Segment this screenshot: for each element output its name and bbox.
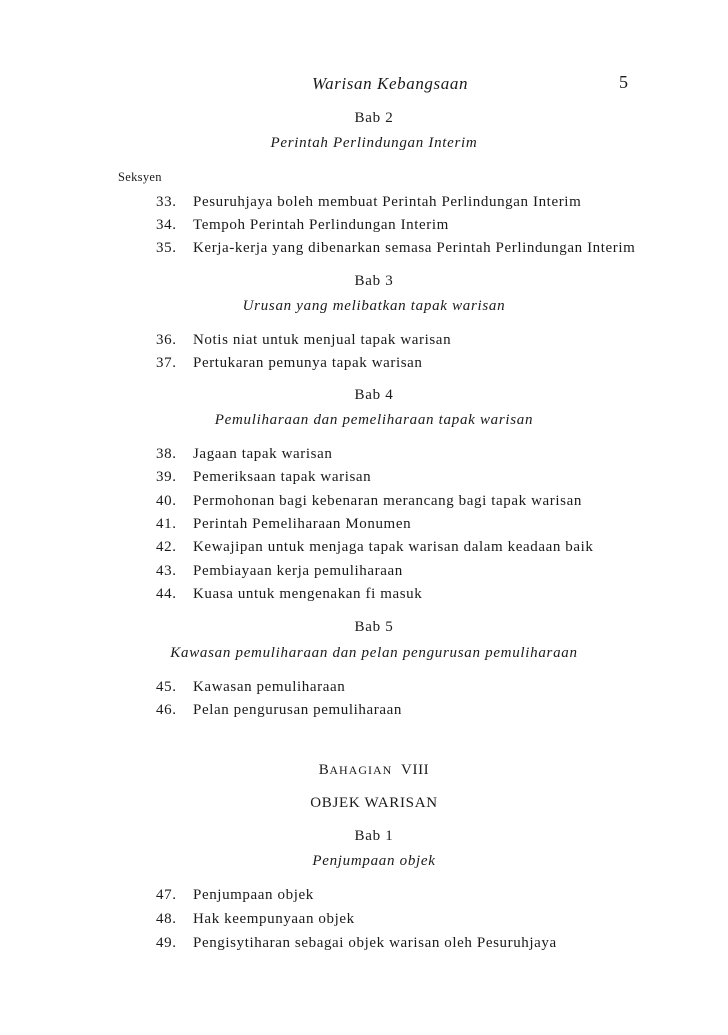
section-number: 44. — [156, 586, 177, 602]
section-title: Notis niat untuk menjual tapak warisan — [193, 332, 452, 348]
section-title: Kuasa untuk mengenakan fi masuk — [193, 586, 423, 602]
section-number: 40. — [156, 493, 177, 509]
section-number: 49. — [156, 935, 177, 951]
section-number: 45. — [156, 679, 177, 695]
bab-4-heading: Bab 4 — [354, 387, 394, 403]
section-number: 42. — [156, 539, 177, 555]
section-title: Pelan pengurusan pemuliharaan — [193, 702, 403, 718]
section-title: Pembiayaan kerja pemuliharaan — [193, 563, 403, 579]
section-number: 38. — [156, 446, 177, 462]
section-title: Permohonan bagi kebenaran merancang bagi tapak warisan — [193, 493, 582, 509]
section-title: Pesuruhjaya boleh membuat Perintah Perlindungan Interim — [193, 194, 582, 210]
section-title: Pemeriksaan tapak warisan — [193, 469, 372, 485]
section-title: Kerja-kerja yang dibenarkan semasa Perintah Perlindungan Interim — [193, 240, 636, 256]
section-number: 34. — [156, 217, 177, 233]
section-number: 37. — [156, 355, 177, 371]
section-number: 48. — [156, 911, 177, 927]
section-title: Perintah Pemeliharaan Monumen — [193, 516, 412, 532]
section-title: Kawasan pemuliharaan — [193, 679, 346, 695]
bab-5-heading: Bab 5 — [354, 619, 394, 635]
bab-2-title: Perintah Perlindungan Interim — [270, 135, 478, 151]
section-number: 36. — [156, 332, 177, 348]
part-heading — [0, 762, 728, 779]
bab-2-heading: Bab 2 — [354, 110, 394, 126]
section-title: Pengisytiharan sebagai objek warisan oleh Pesuruhjaya — [193, 935, 557, 951]
section-number: 39. — [156, 469, 177, 485]
section-title: Penjumpaan objek — [193, 887, 314, 903]
bab-1-heading: Bab 1 — [354, 828, 394, 844]
section-number: 43. — [156, 563, 177, 579]
part-numeral: VIII — [401, 762, 430, 778]
section-title: Pertukaran pemunya tapak warisan — [193, 355, 423, 371]
section-number: 46. — [156, 702, 177, 718]
section-number: 35. — [156, 240, 177, 256]
part-label-rest: AHAGIAN — [329, 763, 393, 777]
bab-4-title: Pemuliharaan dan pemeliharaan tapak warisan — [214, 412, 534, 428]
page-number: 5 — [619, 72, 628, 92]
section-title: Jagaan tapak warisan — [193, 446, 333, 462]
running-title: Warisan Kebangsaan — [311, 74, 469, 93]
part-label-initial: B — [318, 762, 330, 778]
section-title: Kewajipan untuk menjaga tapak warisan dalam keadaan baik — [193, 539, 594, 555]
section-title: Tempoh Perintah Perlindungan Interim — [193, 217, 449, 233]
bab-3-title: Urusan yang melibatkan tapak warisan — [242, 298, 506, 314]
seksyen-label: Seksyen — [118, 170, 162, 184]
bab-3-heading: Bab 3 — [354, 273, 394, 289]
section-number: 47. — [156, 887, 177, 903]
part-title: OBJEK WARISAN — [310, 795, 438, 811]
section-number: 33. — [156, 194, 177, 210]
bab-1-title: Penjumpaan objek — [312, 853, 436, 869]
section-title: Hak keempunyaan objek — [193, 911, 355, 927]
bab-5-title: Kawasan pemuliharaan dan pelan pengurusan pemuliharaan — [170, 645, 578, 661]
section-number: 41. — [156, 516, 177, 532]
